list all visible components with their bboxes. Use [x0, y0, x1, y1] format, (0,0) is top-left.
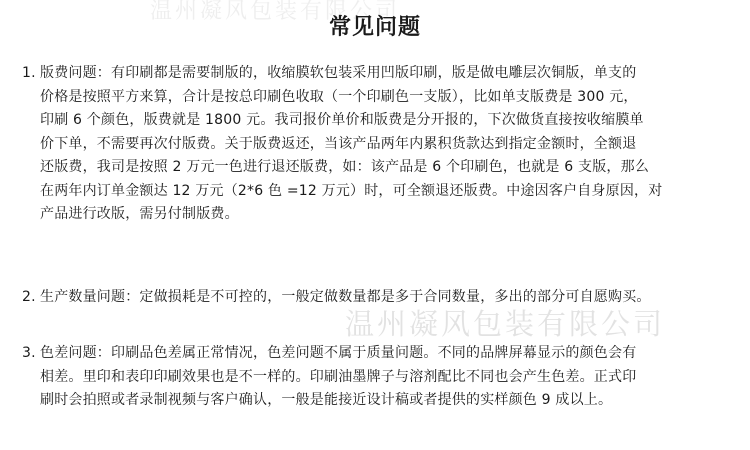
text-line: 相差。里印和表印印刷效果也是不一样的。印刷油墨牌子与溶剂配比不同也会产生色差。正式印	[40, 368, 637, 385]
text-line: 版费问题：有印刷都是需要制版的，收缩膜软包装采用凹版印刷，版是做电雕层次铜版，单支的	[40, 65, 637, 81]
text-line: 印刷 6 个颜色，版费就是 1800 元。我司报价单价和版费是分开报的，下次做货直接按收缩膜单	[40, 112, 644, 128]
text-line: 产品进行改版，需另付制版费。	[40, 206, 239, 222]
text-line: 还版费，我司是按照 2 万元一色进行退还版费，如：该产品是 6 个印刷色，也就是 6 支版，那么	[40, 159, 650, 175]
item-number: 3.	[22, 345, 36, 361]
text-line: 色差问题：印刷品色差属正常情况，色差问题不属于质量问题。不同的品牌屏幕显示的颜色会有	[40, 345, 637, 361]
faq-item-plate-fee	[22, 62, 722, 227]
page-title: 常见问题	[328, 15, 421, 40]
watermark-top: 温州凝风包装有限公司	[150, 0, 401, 24]
faq-item-color-difference	[22, 342, 722, 413]
text-line: 价格是按照平方来算，合计是按总印刷色收取（一个印刷色一支版），比如单支版费是 300 元，	[40, 88, 638, 105]
text-line: 在两年内订单金额达 12 万元（2*6 色 =12 万元）时，可全额退还版费。中途因客户自身原因，对	[40, 182, 663, 199]
item-text	[40, 286, 722, 310]
text-line: 生产数量问题：定做损耗是不可控的，一般定做数量都是多于合同数量，多出的部分可自愿购买。	[40, 289, 651, 305]
item-number: 2.	[22, 289, 36, 305]
text-line: 价下单，不需要再次付版费。关于版费返还，当该产品两年内累积货款达到指定金额时，全额退	[40, 135, 637, 152]
item-text	[40, 62, 722, 227]
item-text	[40, 342, 722, 413]
watermark: 温州凝风包装有限公司	[345, 307, 666, 341]
faq-item-quantity	[22, 286, 722, 310]
text-line: 刷时会拍照或者录制视频与客户确认，一般是能接近设计稿或者提供的实样颜色 9 成以上。	[40, 392, 613, 408]
item-number: 1.	[22, 65, 36, 81]
